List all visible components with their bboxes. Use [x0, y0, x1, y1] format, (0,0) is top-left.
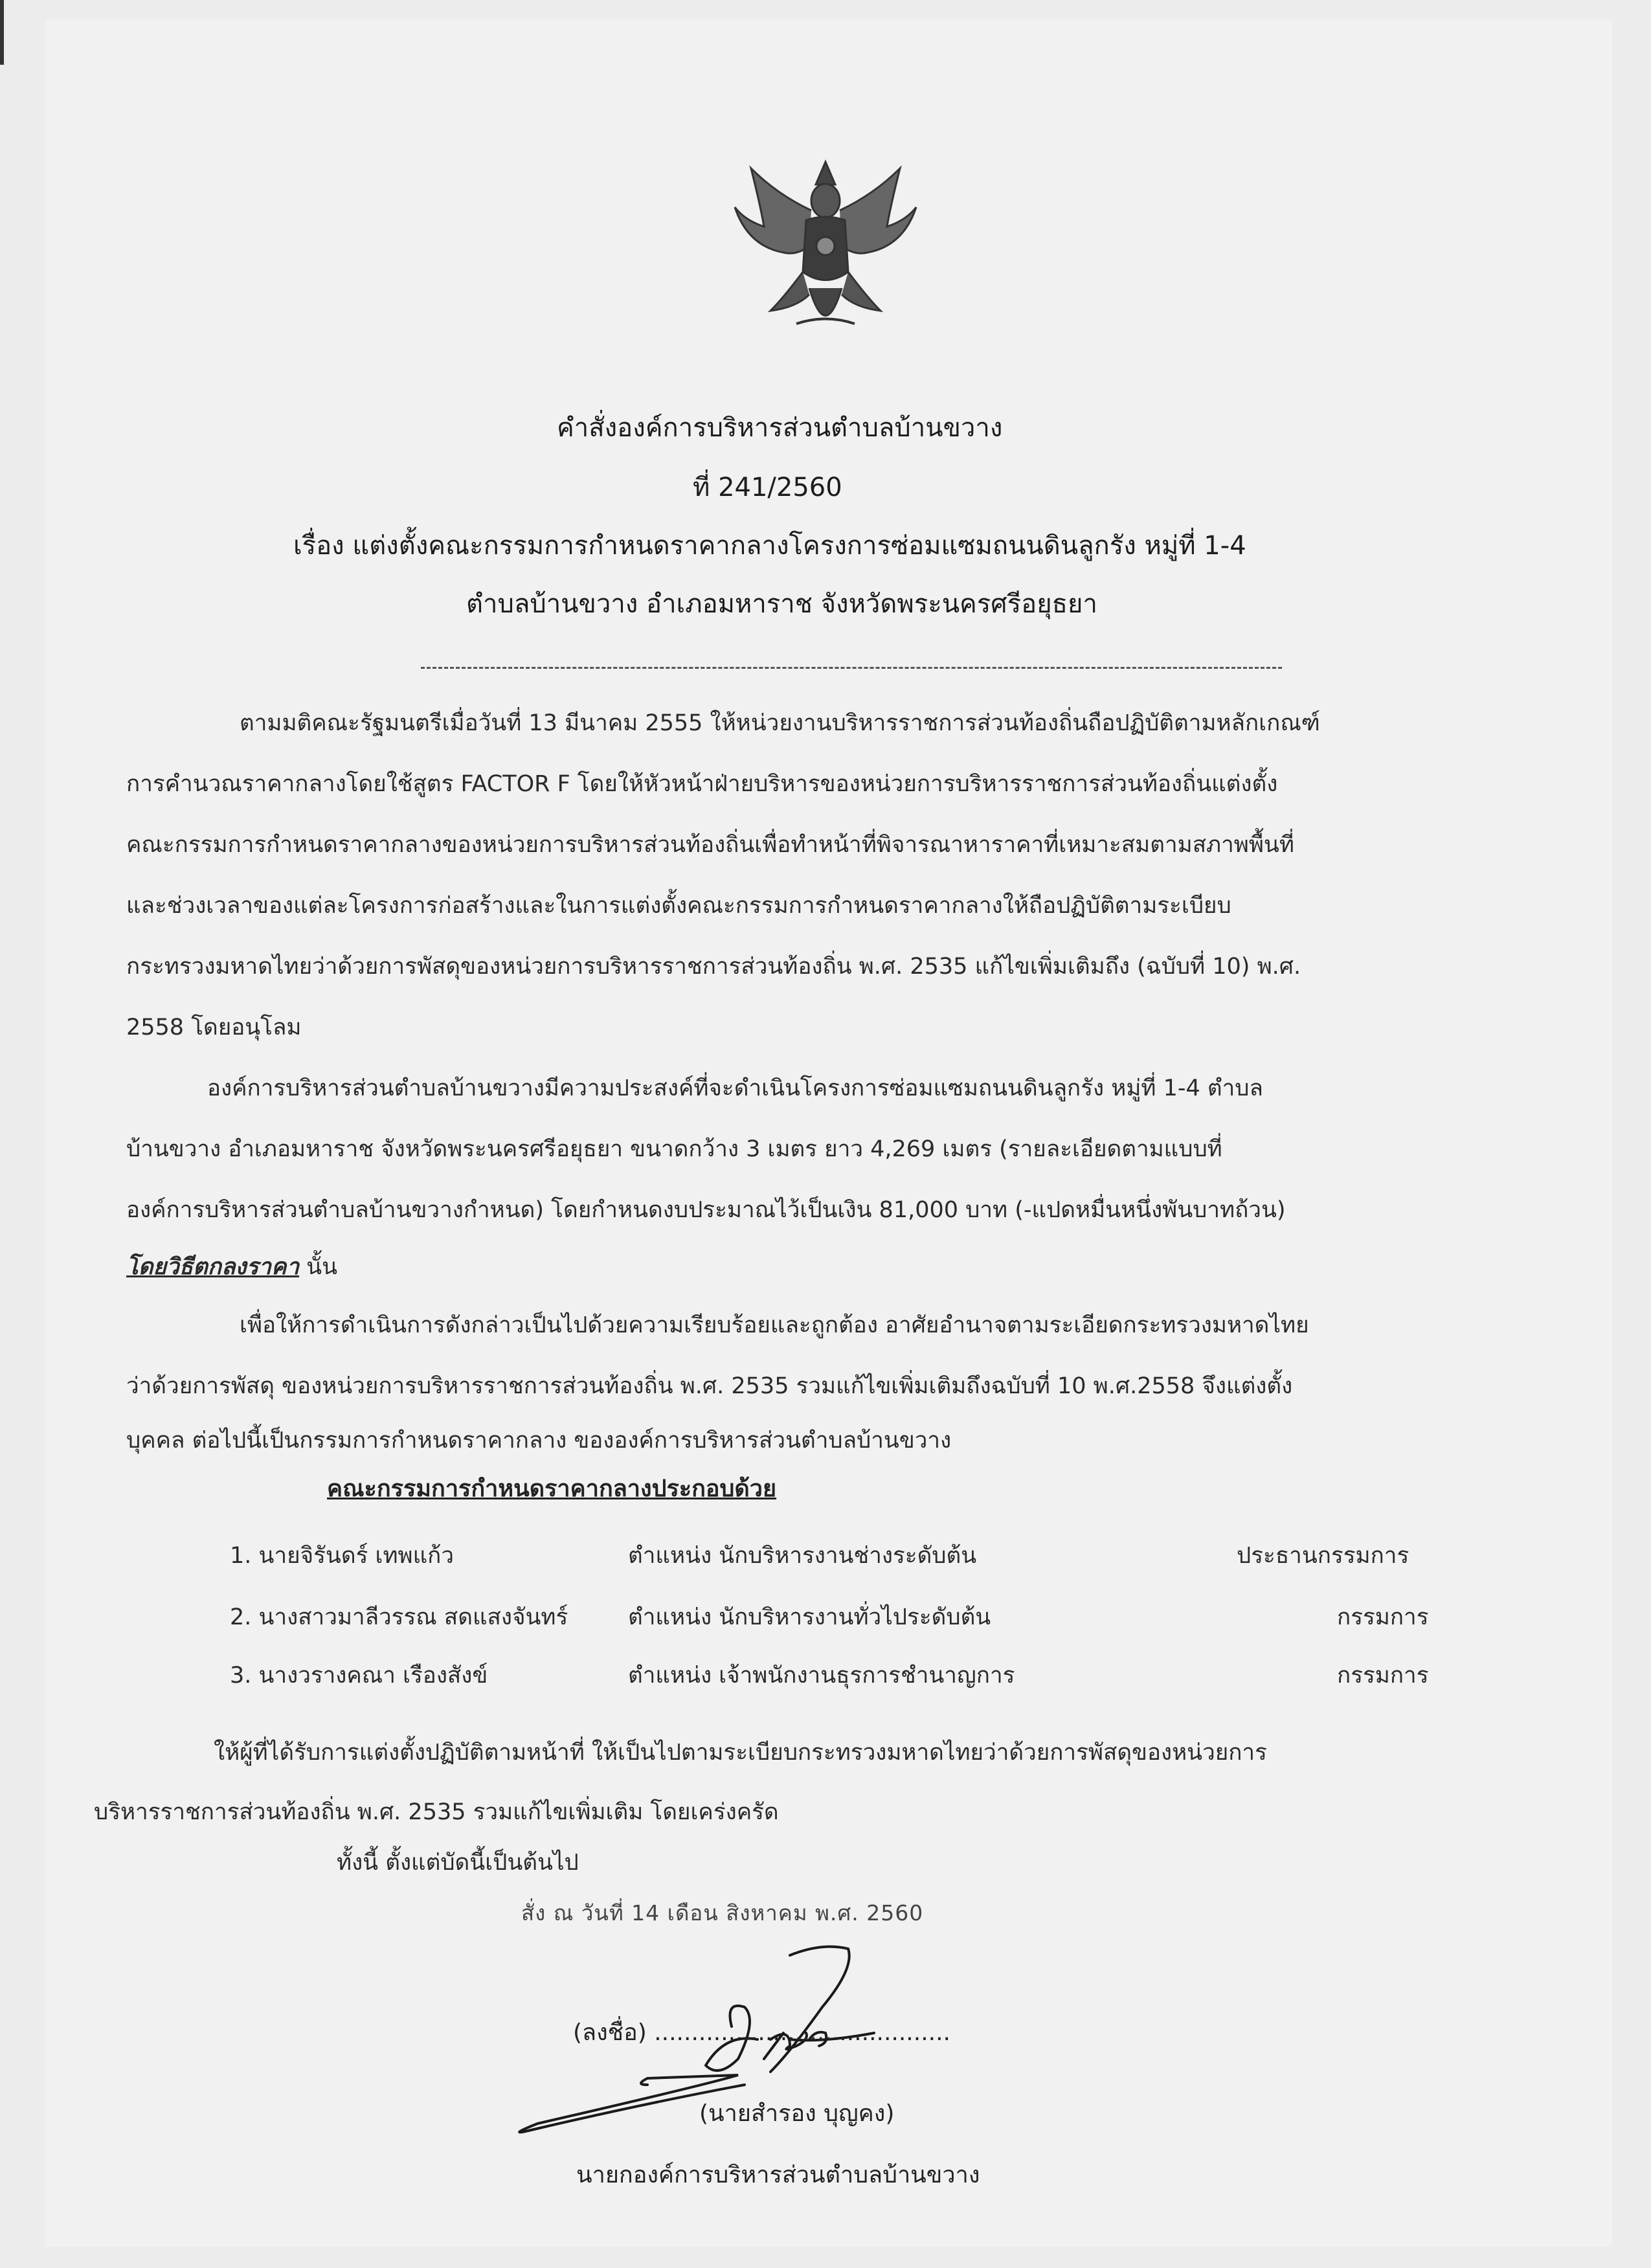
committee-member-name: 2. นางสาวมาลีวรรณ สดแสงจันทร์ — [230, 1604, 568, 1630]
sign-label: (ลงชื่อ) ........................................ — [573, 2019, 950, 2046]
separator-dashed-line — [421, 667, 1282, 669]
paragraph-4-line: ให้ผู้ที่ได้รับการแต่งตั้งปฏิบัติตามหน้าที่ ให้เป็นไปตามระเบียบกระทรวงมหาดไทยว่าด้วยการพัสดุของหน่วยการ — [214, 1740, 1267, 1766]
method-emphasis: โดยวิธีตกลงราคา — [126, 1254, 300, 1280]
paragraph-2-line: องค์การบริหารส่วนตำบลบ้านขวางมีความประสงค์ที่จะดำเนินโครงการซ่อมแซมถนนดินลูกรัง หมู่ที่ 1-4 ตำบล — [207, 1075, 1263, 1101]
signatory-title: นายกองค์การบริหารส่วนตำบลบ้านขวาง — [576, 2162, 980, 2188]
scan-edge — [0, 0, 4, 65]
committee-member-role: กรรมการ — [1337, 1663, 1429, 1689]
order-title: คำสั่งองค์การบริหารส่วนตำบลบ้านขวาง — [557, 413, 1003, 443]
paragraph-1-line: ตามมติคณะรัฐมนตรีเมื่อวันที่ 13 มีนาคม 2555 ให้หน่วยงานบริหารราชการส่วนท้องถิ่นถือปฏิบัติตามหลักเกณฑ์ — [240, 710, 1320, 736]
garuda-emblem-icon — [725, 149, 926, 343]
paragraph-2-line: บ้านขวาง อำเภอมหาราช จังหวัดพระนครศรีอยุธยา ขนาดกว้าง 3 เมตร ยาว 4,269 เมตร (รายละเอียดตามแบบที่ — [126, 1136, 1222, 1162]
order-number: ที่ 241/2560 — [693, 473, 842, 502]
committee-member-position: ตำแหน่ง นักบริหารงานทั่วไประดับต้น — [628, 1604, 991, 1630]
paragraph-1-line: การคำนวณราคากลางโดยใช้สูตร FACTOR F โดยให้หัวหน้าฝ่ายบริหารของหน่วยการบริหารราชการส่วนท้องถิ่นแต่งตั้ง — [126, 771, 1278, 797]
committee-member-position: ตำแหน่ง นักบริหารงานช่างระดับต้น — [628, 1543, 977, 1569]
signatory-name: (นายสำรอง บุญคง) — [699, 2100, 895, 2127]
committee-member-name: 3. นางวรางคณา เรืองสังข์ — [230, 1663, 488, 1689]
committee-member-role: ประธานกรรมการ — [1237, 1543, 1410, 1569]
committee-member-name: 1. นายจิรันดร์ เทพแก้ว — [230, 1543, 455, 1569]
paragraph-1-line: คณะกรรมการกำหนดราคากลางของหน่วยการบริหารส่วนท้องถิ่นเพื่อทำหน้าที่พิจารณาหาราคาที่เหมาะสมตามสภาพพื้นที่ — [126, 832, 1294, 858]
paragraph-2-last-line — [126, 1237, 337, 1297]
committee-member-role: กรรมการ — [1337, 1604, 1429, 1630]
method-rest: นั้น — [299, 1254, 338, 1280]
committee-heading: คณะกรรมการกำหนดราคากลางประกอบด้วย — [327, 1476, 777, 1502]
paragraph-3-line: เพื่อให้การดำเนินการดังกล่าวเป็นไปด้วยความเรียบร้อยและถูกต้อง อาศัยอำนาจตามระเอียดกระทรวงมหาดไทย — [240, 1312, 1309, 1338]
paragraph-3-line: บุคคล ต่อไปนี้เป็นกรรมการกำหนดราคากลาง ขององค์การบริหารส่วนตำบลบ้านขวาง — [126, 1428, 952, 1454]
paragraph-3-line: ว่าด้วยการพัสดุ ของหน่วยการบริหารราชการส่วนท้องถิ่น พ.ศ. 2535 รวมแก้ไขเพิ่มเติมถึงฉบับที่ 10 พ.ศ.2558 จึงแต่งตั้ง — [126, 1373, 1293, 1399]
subject-line-1: เรื่อง แต่งตั้งคณะกรรมการกำหนดราคากลางโครงการซ่อมแซมถนนดินลูกรัง หมู่ที่ 1-4 — [293, 531, 1246, 561]
subject-line-2: ตำบลบ้านขวาง อำเภอมหาราช จังหวัดพระนครศรีอยุธยา — [466, 589, 1097, 619]
paragraph-1-line: และช่วงเวลาของแต่ละโครงการก่อสร้างและในการแต่งตั้งคณะกรรมการกำหนดราคากลางให้ถือปฏิบัติตามระเบียบ — [126, 893, 1231, 919]
effective-statement: ทั้งนี้ ตั้งแต่บัดนี้เป็นต้นไป — [337, 1850, 579, 1876]
paragraph-1-line: 2558 โดยอนุโลม — [126, 1015, 302, 1040]
committee-member-position: ตำแหน่ง เจ้าพนักงานธุรการชำนาญการ — [628, 1663, 1015, 1689]
paragraph-2-line: องค์การบริหารส่วนตำบลบ้านขวางกำหนด) โดยกำหนดงบประมาณไว้เป็นเงิน 81,000 บาท (-แปดหมื่นหนึ่งพันบาทถ้วน) — [126, 1197, 1286, 1223]
paragraph-4-line: บริหารราชการส่วนท้องถิ่น พ.ศ. 2535 รวมแก้ไขเพิ่มเติม โดยเคร่งครัด — [94, 1799, 779, 1825]
document-page — [45, 19, 1612, 2247]
order-date: สั่ง ณ วันที่ 14 เดือน สิงหาคม พ.ศ. 2560 — [521, 1900, 924, 1926]
paragraph-1-line: กระทรวงมหาดไทยว่าด้วยการพัสดุของหน่วยการบริหารราชการส่วนท้องถิ่น พ.ศ. 2535 แก้ไขเพิ่มเติมถึง (ฉบับที่ 10) พ.ศ. — [126, 954, 1301, 980]
